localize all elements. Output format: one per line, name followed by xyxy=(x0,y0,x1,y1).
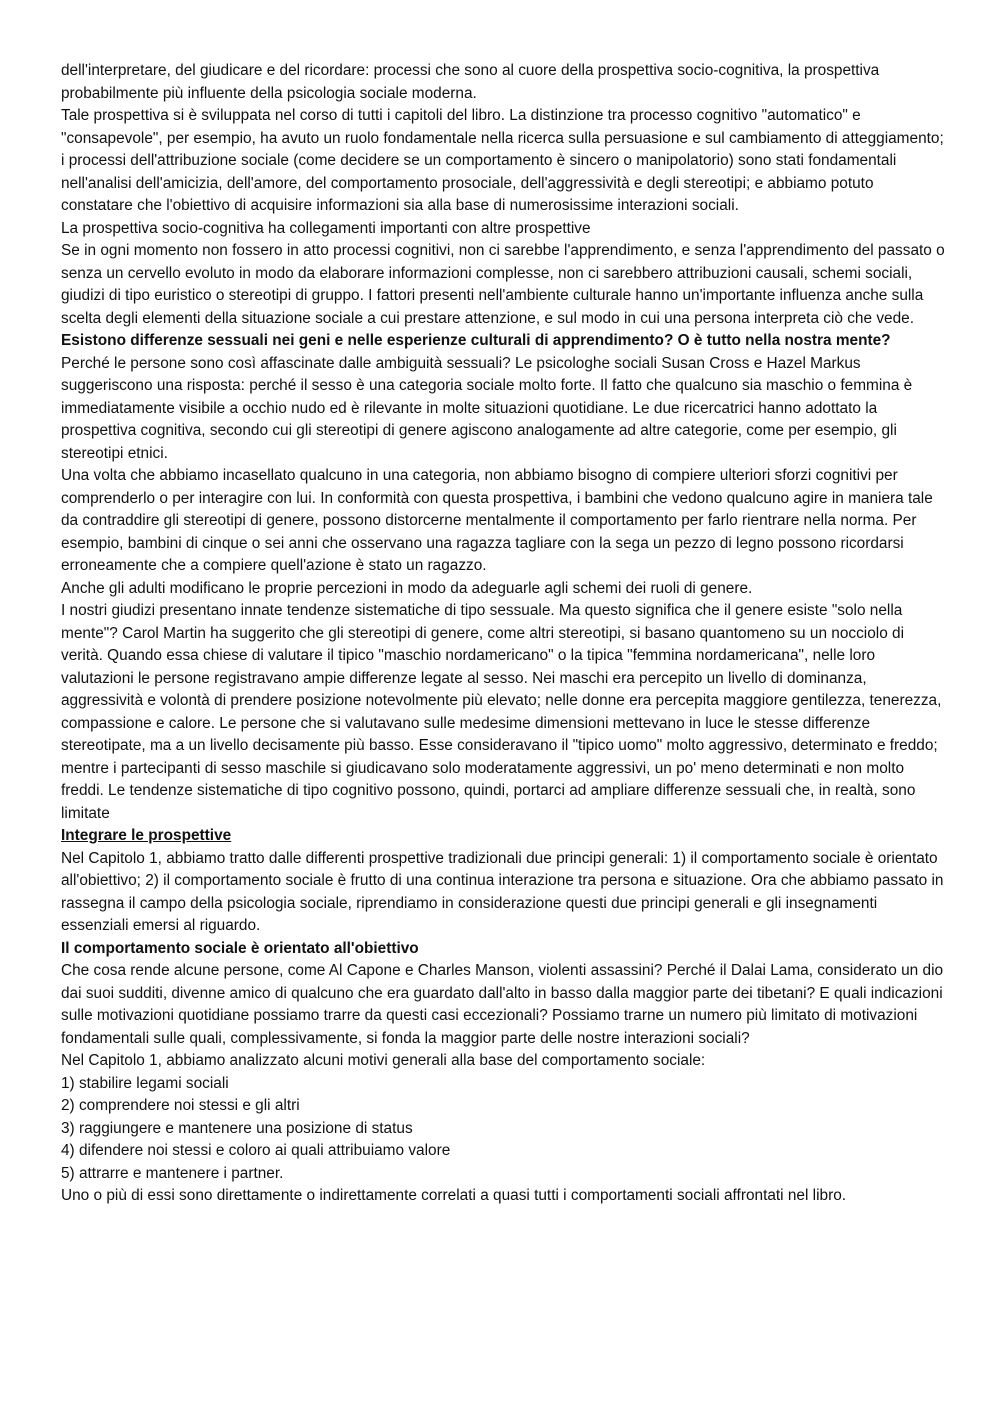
paragraph-gender-judgments: I nostri giudizi presentano innate tendenze sistematiche di tipo sessuale. Ma questo significa che il genere esiste "solo nella mente"? Carol Martin ha suggerito che gli stereotipi di genere, come altri stereotipi, si basano quantomeno su un nocciolo di verità. Quando essa chiese di valutare il tipico "maschio nordamericano" o la tipica "femmina nordamericana", nelle loro valutazioni le persone registravano ampie differenze legate al sesso. Nei maschi era percepito un livello di dominanza, aggressività e volontà di prendere posizione notevolmente più elevato; nelle donne era percepita maggiore gentilezza, tenerezza, compassione e calore. Le persone che si valutavano sulle medesime dimensioni mettevano in luce le stesse differenze stereotipate, ma a un livello decisamente più basso. Esse consideravano il "tipico uomo" molto aggressivo, determinato e freddo; mentre i partecipanti di sesso maschile si giudicavano solo moderatamente aggressivi, un po' meno determinati e non molto freddi. Le tendenze sistematiche di tipo cognitivo possono, quindi, portarci ad ampliare differenze sessuali che, in realtà, sono limitate xyxy=(61,602,942,822)
paragraph-general-motives: Nel Capitolo 1, abbiamo analizzato alcuni motivi generali alla base del comportamento sociale: xyxy=(61,1052,706,1069)
paragraph-connections-statement: La prospettiva socio-cognitiva ha collegamenti importanti con altre prospettive xyxy=(61,219,591,237)
list-item-motive-2: 2) comprendere noi stessi e gli altri xyxy=(61,1097,300,1114)
list-item-motive-1: 1) stabilire legami sociali xyxy=(61,1074,229,1092)
section-heading-integrating-perspectives: Integrare le prospettive xyxy=(61,827,232,844)
document-page xyxy=(61,60,946,1208)
paragraph-cognitive-processes: Se in ogni momento non fossero in atto processi cognitivi, non ci sarebbe l'apprendimento, e senza l'apprendimento del passato o senza un cervello evoluto in modo da elaborare informazioni complesse, non ci sarebbero attribuzioni causali, schemi sociali, giudizi di tipo euristico o stereotipi di gruppo. I fattori presenti nell'ambiente culturale hanno un'importante influenza anche sulla scelta degli elementi della situazione sociale a cui prestare attenzione, e sul modo in cui una persona interpreta ciò che vede. xyxy=(61,242,945,327)
paragraph-intro-continuation: dell'interpretare, del giudicare e del ricordare: processi che sono al cuore della prospettiva socio-cognitiva, la prospettiva probabilmente più influente della psicologia sociale moderna. xyxy=(61,62,880,102)
section-heading-sex-differences: Esistono differenze sessuali nei geni e nelle esperienze culturali di apprendimento? O è tutto nella nostra mente? xyxy=(61,332,891,349)
paragraph-socio-cognitive-development: Tale prospettiva si è sviluppata nel corso di tutti i capitoli del libro. La distinzione tra processo cognitivo "automatico" e "consapevole", per esempio, ha avuto un ruolo fondamentale nella ricerca sulla persuasione e sul cambiamento di atteggiamento; i processi dell'attribuzione sociale (come decidere se un comportamento è sincero o manipolatorio) sono stati fondamentali nell'analisi dell'amicizia, dell'amore, del comportamento prosociale, dell'aggressività e degli stereotipi; e abbiamo potuto constatare che l'obiettivo di acquisire informazioni sia alla base di numerosissime interazioni sociali. xyxy=(61,107,944,214)
paragraph-motivations-question: Che cosa rende alcune persone, come Al Capone e Charles Manson, violenti assassini? Perché il Dalai Lama, considerato un dio dai suoi sudditi, divenne amico di qualcuno che era guardato dall'alto in basso dalla maggior parte dei tibetani? E quali indicazioni sulle motivazioni quotidiane possiamo trarre da questi casi eccezionali? Possiamo trarne un numero più limitato di motivazioni fondamentali sulle quali, complessivamente, si fonda la maggior parte delle nostre interazioni sociali? xyxy=(61,962,944,1047)
paragraph-sexual-ambiguity: Perché le persone sono così affascinate dalle ambiguità sessuali? Le psicologhe sociali Susan Cross e Hazel Markus suggeriscono una risposta: perché il sesso è una categoria sociale molto forte. Il fatto che qualcuno sia maschio o femmina è immediatamente visibile a occhio nudo ed è rilevante in molte situazioni quotidiane. Le due ricercatrici hanno adottato la prospettiva cognitiva, secondo cui gli stereotipi di genere agiscono analogamente ad altre categorie, come per esempio, gli stereotipi etnici. xyxy=(61,354,913,462)
list-item-motive-3: 3) raggiungere e mantenere una posizione di status xyxy=(61,1119,413,1137)
list-item-motive-5: 5) attrarre e mantenere i partner. xyxy=(61,1164,284,1182)
list-item-motive-4: 4) difendere noi stessi e coloro ai quali attribuiamo valore xyxy=(61,1142,451,1159)
paragraph-adult-perceptions: Anche gli adulti modificano le proprie percezioni in modo da adeguarle agli schemi dei ruoli di genere. xyxy=(61,579,753,597)
section-heading-goal-oriented: Il comportamento sociale è orientato all'obiettivo xyxy=(61,939,419,957)
paragraph-conclusion: Uno o più di essi sono direttamente o indirettamente correlati a quasi tutti i comportamenti sociali affrontati nel libro. xyxy=(61,1187,847,1204)
paragraph-categorization: Una volta che abbiamo incasellato qualcuno in una categoria, non abbiamo bisogno di compiere ulteriori sforzi cognitivi per comprenderlo o per interagire con lui. In conformità con questa prospettiva, i bambini che vedono qualcuno agire in maniera tale da contraddire gli stereotipi di genere, possono distorcerne mentalmente il comportamento per farlo rientrare nella norma. Per esempio, bambini di cinque o sei anni che osservano una ragazza tagliare con la sega un pezzo di legno possono ricordarsi erroneamente che a compiere quell'azione è stato un ragazzo. xyxy=(61,467,933,574)
paragraph-two-principles: Nel Capitolo 1, abbiamo tratto dalle differenti prospettive tradizionali due principi generali: 1) il comportamento sociale è orientato all'obiettivo; 2) il comportamento sociale è frutto di una continua interazione tra persona e situazione. Ora che abbiamo passato in rassegna il campo della psicologia sociale, riprendiamo in considerazione questi due principi generali e gli insegnamenti essenziali emersi al riguardo. xyxy=(61,849,944,934)
